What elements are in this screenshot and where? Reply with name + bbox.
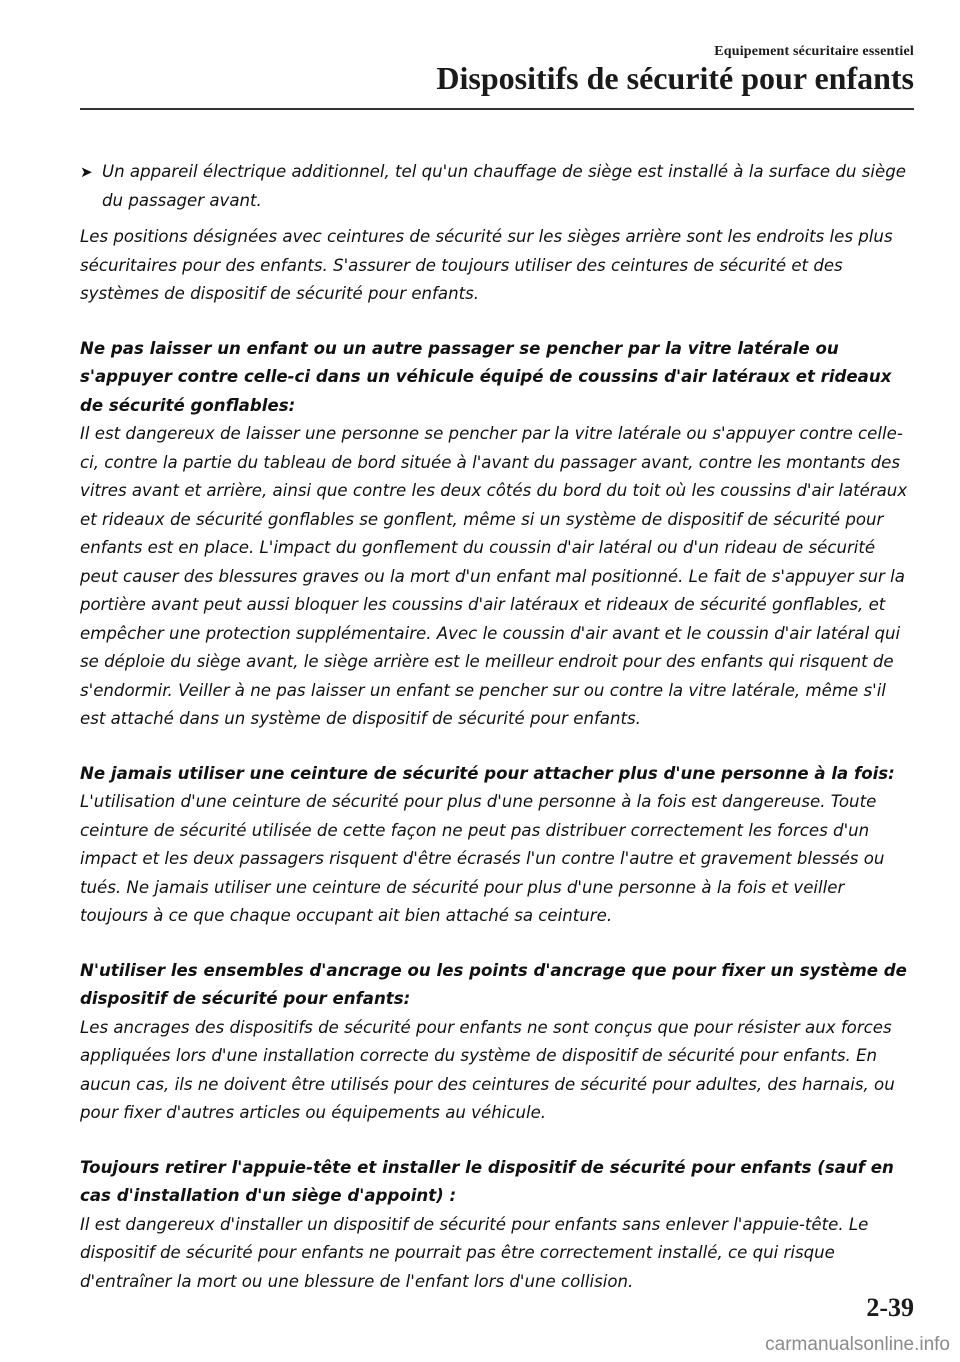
warning-heading: Ne pas laisser un enfant ou un autre passager se pencher par la vitre latérale ou s'appuyer contre celle-ci dans un véhicule équipé de coussins d'air latéraux et rideaux de sécurité gonflables: — [80, 338, 892, 415]
warning-block — [80, 760, 914, 931]
header-divider — [80, 108, 914, 110]
warning-heading: N'utiliser les ensembles d'ancrage ou les points d'ancrage que pour fixer un système de dispositif de sécurité pour enfants: — [80, 960, 907, 1008]
warning-body: Les ancrages des dispositifs de sécurité pour enfants ne sont conçus que pour résister aux forces appliquées lors d'une installation correcte du système de dispositif de sécurité pour enfants. En aucun cas, ils ne doivent être utilisés pour des ceintures de sécurité pour adultes, des harnais, ou pour fixer d'autres articles ou équipements au véhicule. — [80, 1017, 895, 1122]
bullet-text: Un appareil électrique additionnel, tel qu'un chauffage de siège est installé à la surface du siège du passager avant. — [102, 162, 906, 210]
arrow-bullet-icon: ➤ — [80, 163, 93, 181]
intro-paragraph: Les positions désignées avec ceintures de sécurité sur les sièges arrière sont les endroits les plus sécuritaires pour des enfants. S'assurer de toujours utiliser des ceintures de sécurité et des systèmes de dispositif de sécurité pour enfants. — [80, 227, 893, 303]
warning-heading: Toujours retirer l'appuie-tête et installer le dispositif de sécurité pour enfants (sauf en cas d'installation d'un siège d'appoint) : — [80, 1157, 894, 1205]
warning-body: L'utilisation d'une ceinture de sécurité pour plus d'une personne à la fois est dangereuse. Toute ceinture de sécurité utilisée de cette façon ne peut pas distribuer correctement les forces d'un impact et les deux passagers risquent d'être écrasés l'un contre l'autre et gravement blessés ou tués. Ne jamais utiliser une ceinture de sécurité pour plus d'une personne à la fois et veiller toujours à ce que chaque occupant ait bien attaché sa ceinture. — [80, 792, 885, 925]
warning-block — [80, 957, 914, 1128]
document-body — [80, 158, 914, 1296]
bullet-item — [80, 158, 914, 215]
warning-body: Il est dangereux de laisser une personne se pencher par la vitre latérale ou s'appuyer contre celle-ci, contre la partie du tableau de bord située à l'avant du passager avant, contre les montants des vitres avant et arrière, ainsi que contre les deux côtés du bord du toit où les coussins d'air latéraux et rideaux de sécurité gonflables se gonflent, même si un système de dispositif de sécurité pour enfants est en place. L'impact du gonflement du coussin d'air latéral ou d'un rideau de sécurité peut causer des blessures graves ou la mort d'un enfant mal positionné. Le fait de s'appuyer sur la portière avant peut aussi bloquer les coussins d'air latéraux et rideaux de sécurité gonflables, et empêcher une protection supplémentaire. Avec le coussin d'air avant et le coussin d'air latéral qui se déploie du siège avant, le siège arrière est le meilleur endroit pour des enfants qui risquent de s'endormir. Veiller à ne pas laisser un enfant se pencher sur ou contre la vitre latérale, même s'il est attaché dans un système de dispositif de sécurité pour enfants. — [80, 424, 908, 728]
warning-heading: Ne jamais utiliser une ceinture de sécurité pour attacher plus d'une personne à la fois: — [80, 763, 895, 783]
warning-block — [80, 1154, 914, 1297]
page-title: Dispositifs de sécurité pour enfants — [436, 60, 914, 96]
page-header — [436, 44, 914, 96]
warning-body: Il est dangereux d'installer un dispositif de sécurité pour enfants sans enlever l'appuie-tête. Le dispositif de sécurité pour enfants ne pourrait pas être correctement installé, ce qui risque d'entraîner la mort ou une blessure de l'enfant lors d'une collision. — [80, 1214, 869, 1291]
watermark: carmanualsonline.info — [765, 1334, 950, 1355]
section-label: Equipement sécuritaire essentiel — [714, 44, 914, 59]
warning-block — [80, 335, 914, 734]
page-number: 2-39 — [866, 1293, 914, 1322]
